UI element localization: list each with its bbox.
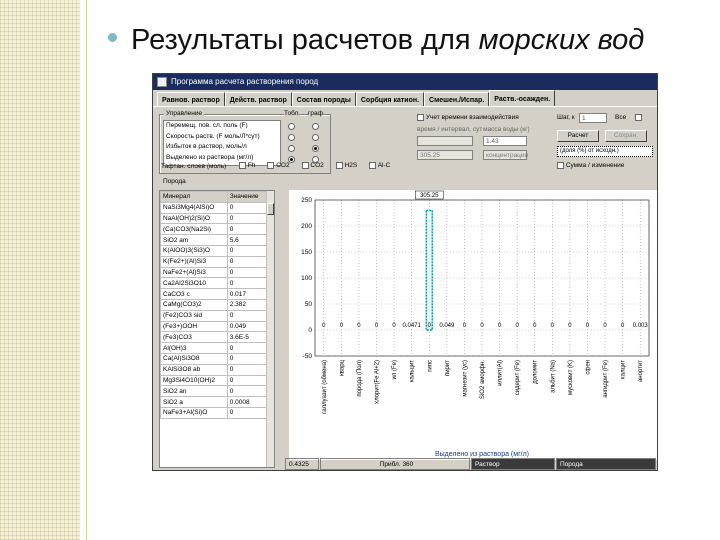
save-button[interactable]: Сохран. <box>605 130 647 142</box>
y-tick-label: 150 <box>301 249 312 256</box>
mineral-cell[interactable]: Mg3Si4O10(OH)2 <box>161 375 228 386</box>
mineral-cell[interactable]: CaMg(CO3)2 <box>161 299 228 310</box>
slide-decoration-line <box>86 0 87 540</box>
top-label: 305.25 <box>420 193 439 199</box>
rocks-table-header <box>161 192 268 203</box>
value-cell[interactable]: 0.017 <box>227 289 267 300</box>
header-value: Значение <box>227 192 267 203</box>
steps-input[interactable]: 1 <box>579 113 607 123</box>
value-cell[interactable]: 0 <box>227 224 267 235</box>
x-tick-label: сфен <box>585 360 592 375</box>
field1-label: время / интервал, сут <box>417 126 483 133</box>
field3-input[interactable]: 305.25 <box>417 150 473 160</box>
table-row[interactable] <box>161 343 268 354</box>
tab-dissolution-precipitation[interactable]: Раств.-осажден. <box>489 90 555 106</box>
status-mid: Прибл. 360 <box>320 458 470 470</box>
value-cell[interactable]: 0 <box>227 310 267 321</box>
table-row[interactable] <box>161 267 268 278</box>
x-tick-label: ил (Fe) <box>392 360 399 380</box>
value-cell[interactable]: 0 <box>227 353 267 364</box>
window-titlebar <box>153 74 657 90</box>
mineral-cell[interactable]: CaCO3 c <box>161 289 228 300</box>
x-tick-label: иллит(Al) <box>497 360 504 386</box>
bar-value-label: 0 <box>585 323 590 329</box>
x-tick-label: порода (Пол) <box>356 360 363 397</box>
bar-value-label: 0.049 <box>439 323 455 329</box>
component-co2-b-label: CO2 <box>310 162 324 170</box>
x-axis-label: Выделено из раствора (мг/л) <box>434 451 530 458</box>
bar <box>426 210 432 330</box>
table-row[interactable] <box>161 353 268 364</box>
mineral-cell[interactable]: NaAl(OH)2(Si)O <box>161 213 228 224</box>
field4-input[interactable]: концентрация <box>483 150 527 160</box>
tab-mixing-evaporation[interactable]: Смешен./Испар. <box>424 92 489 106</box>
checkbox-icon <box>557 162 564 169</box>
all-checkbox[interactable] <box>635 114 642 121</box>
rocks-table <box>160 191 268 419</box>
x-tick-label: хлорит(Fe Al+2) <box>374 360 381 404</box>
x-tick-label: SiO2 аморфн. <box>480 360 486 400</box>
bar-value-label: 0 <box>357 323 361 329</box>
calc-button[interactable]: Расчет <box>557 130 599 142</box>
component-co2-a[interactable] <box>267 162 289 169</box>
x-tick-label: магнезит (ус) <box>462 360 469 397</box>
value-cell[interactable]: 0 <box>227 375 267 386</box>
slide-decoration-strip <box>0 0 80 540</box>
bar-value-label: 0 <box>339 323 344 329</box>
bar-value-label: 0 <box>533 323 537 329</box>
mineral-cell[interactable]: Ca(Al)Si3O8 <box>161 353 228 364</box>
x-tick-label: гипс <box>427 360 434 372</box>
table-row[interactable] <box>161 375 268 386</box>
control-row-excess[interactable]: Избыток в раствор, моль/л <box>166 143 247 150</box>
value-cell[interactable]: 0 <box>227 256 267 267</box>
bar-value-label: 0 <box>462 323 467 329</box>
table-row[interactable] <box>161 213 268 224</box>
mineral-cell[interactable]: Ca2Al2Si3O10 <box>161 278 228 289</box>
bar-value-label: 0 <box>374 323 379 329</box>
value-cell[interactable]: 0 <box>227 213 267 224</box>
field2-input[interactable]: 1.43 <box>483 136 527 146</box>
x-tick-label: сидерит (Fe) <box>515 360 522 396</box>
x-tick-label: анортит <box>638 360 645 383</box>
checkbox-icon <box>369 162 376 169</box>
value-cell[interactable]: 0 <box>227 267 267 278</box>
bar-value-label: 0 <box>603 323 607 329</box>
bullet-icon <box>108 33 117 42</box>
bar-value-label: 0 <box>480 323 484 329</box>
checkbox-icon <box>336 162 343 169</box>
mineral-cell[interactable]: SiO2 a <box>161 397 228 408</box>
bar-value-label: 0.003 <box>632 323 648 329</box>
y-tick-label: 200 <box>301 223 312 230</box>
mineral-cell[interactable]: KAlSi3O8 ab <box>161 364 228 375</box>
bar-value-label: 0 <box>497 323 502 329</box>
y-tick-label: 250 <box>301 197 312 204</box>
checkbox-icon <box>302 162 309 169</box>
bar-value-label: 0 <box>427 323 431 329</box>
status-left: 0.4325 <box>285 458 319 470</box>
rocks-group-title: Порода <box>163 178 186 185</box>
value-cell[interactable]: 5.6 <box>227 235 267 246</box>
table-row[interactable] <box>161 256 268 267</box>
component-h2s-label: H2S <box>344 162 358 170</box>
table-row[interactable] <box>161 278 268 289</box>
x-tick-label: доломит <box>532 360 539 384</box>
control-row-displacement[interactable]: Перемещ. пов. сл. поль (F) <box>166 122 248 129</box>
checkbox-icon <box>239 162 246 169</box>
table-row[interactable] <box>161 310 268 321</box>
tab-active-solution[interactable]: Действ. раствор <box>225 92 292 106</box>
y-tick-label: 0 <box>308 327 312 334</box>
window-title: Программа расчета растворения пород <box>171 77 319 86</box>
x-tick-label: ангидрит (Fe) <box>603 360 610 398</box>
component-co2-a-label: CO2 <box>276 162 290 170</box>
bar-value-label: 0 <box>568 323 572 329</box>
tab-cation-sorption[interactable]: Сорбция катион. <box>356 92 424 106</box>
table-row[interactable] <box>161 235 268 246</box>
control-row-precipitated[interactable]: Выделено из раствора (мг/л) <box>166 153 254 161</box>
slide-title-emphasis: морских вод <box>478 24 645 56</box>
value-cell[interactable]: 0 <box>227 364 267 375</box>
all-label: Все <box>615 114 627 121</box>
steps-label: Шаг, к <box>557 114 575 121</box>
result-field[interactable]: (доля (%) от исходн.) <box>557 146 653 157</box>
components-checkbox-row <box>239 162 390 169</box>
mineral-cell[interactable]: NaFe3+Al(Si)O <box>161 407 228 418</box>
component-co2-b[interactable] <box>302 162 324 169</box>
value-cell[interactable]: 0.049 <box>227 321 267 332</box>
value-cell[interactable]: 0 <box>227 407 267 418</box>
table-row[interactable] <box>161 386 268 397</box>
field1-input[interactable] <box>417 136 473 146</box>
header-mineral: Минерал <box>161 192 228 203</box>
y-tick-label: 100 <box>301 275 312 282</box>
app-window <box>152 73 658 471</box>
checkbox-icon <box>417 114 424 121</box>
component-alc[interactable] <box>369 162 390 169</box>
auto-check-label: Сумма / изменение <box>565 162 625 170</box>
mineral-cell[interactable]: SiO2 an <box>161 386 228 397</box>
component-fh[interactable] <box>239 162 255 169</box>
time-check-label: Учет времени взаимодействия <box>425 114 519 122</box>
value-cell[interactable]: 2.382 <box>227 299 267 310</box>
tab-bar <box>153 90 657 107</box>
table-row[interactable] <box>161 299 268 310</box>
value-cell[interactable]: 3.6E-5 <box>227 332 267 343</box>
bar-value-label: 0 <box>550 323 554 329</box>
table-row[interactable] <box>161 332 268 343</box>
chart-svg <box>289 190 657 460</box>
radio-graph-row1[interactable] <box>312 123 319 130</box>
bar-value-label: 0 <box>392 323 396 329</box>
mineral-cell[interactable]: Al(OH)3 <box>161 343 228 354</box>
checkbox-icon <box>267 162 274 169</box>
radio-table-row2[interactable] <box>288 134 295 141</box>
table-row[interactable] <box>161 364 268 375</box>
mineral-cell[interactable]: NaSi3Mg4(AlSi)O <box>161 202 228 213</box>
radio-table-row1[interactable] <box>288 123 295 130</box>
table-column-header: Тобл. <box>284 110 301 117</box>
value-cell[interactable]: 0 <box>227 278 267 289</box>
status-rock: Порода <box>556 458 656 470</box>
x-tick-label: калцит <box>620 360 627 380</box>
rocks-table-panel <box>159 190 275 468</box>
x-tick-label: альбит (Na) <box>550 360 557 393</box>
mineral-cell[interactable]: (Fe3+)OOH <box>161 321 228 332</box>
table-row[interactable] <box>161 245 268 256</box>
slide-title-main: Результаты расчетов для <box>131 24 471 56</box>
table-row[interactable] <box>161 407 268 418</box>
bar-value-label: 0 <box>515 323 519 329</box>
table-row[interactable] <box>161 321 268 332</box>
status-bar <box>285 458 658 470</box>
time-check[interactable] <box>417 114 519 121</box>
x-tick-label: мусковит (K) <box>567 360 574 396</box>
chart-area <box>289 190 657 460</box>
radio-table-row3[interactable] <box>288 145 295 152</box>
mineral-cell[interactable]: (Fe2)CO3 sid <box>161 310 228 321</box>
table-row[interactable] <box>161 289 268 300</box>
x-tick-label: кальцит <box>409 360 416 383</box>
auto-check[interactable] <box>557 162 624 169</box>
status-solution: Раствор <box>471 458 555 470</box>
component-alc-label: Al-C <box>377 162 391 170</box>
component-h2s[interactable] <box>336 162 357 169</box>
y-tick-label: 50 <box>304 301 312 308</box>
table-row[interactable] <box>161 224 268 235</box>
value-cell[interactable]: 0 <box>227 343 267 354</box>
mineral-cell[interactable]: NaFe2+(Al)Si3 <box>161 267 228 278</box>
radio-graph-row2[interactable] <box>312 134 319 141</box>
control-group-title: Управление <box>166 110 203 117</box>
x-tick-label: галлуазит (обмена) <box>321 360 328 414</box>
bar-value-label: 0 <box>620 323 625 329</box>
control-row-dissolution-rate[interactable]: Скорость раств. (F моль/Л*сут) <box>166 132 260 140</box>
control-list <box>163 120 281 166</box>
value-cell[interactable]: 0 <box>227 386 267 397</box>
tab-equilibrium-solution[interactable]: Равнов. раствор <box>157 92 225 106</box>
value-cell[interactable]: 0 <box>227 245 267 256</box>
graph-column-header: граф <box>308 110 323 117</box>
rocks-scrollbar[interactable] <box>266 191 274 467</box>
x-tick-label: пирит <box>444 360 451 377</box>
value-cell[interactable]: 0.0008 <box>227 397 267 408</box>
scrollbar-thumb[interactable] <box>267 203 274 215</box>
mineral-cell[interactable]: K(Fe2+)(Al)Si3 <box>161 256 228 267</box>
app-icon <box>157 77 167 87</box>
slide-title <box>108 24 644 57</box>
mineral-cell[interactable]: (Fe3)CO3 <box>161 332 228 343</box>
bar-value-label: 0.0471 <box>402 323 421 329</box>
radio-graph-row3[interactable] <box>312 145 319 152</box>
mineral-cell[interactable]: K(AlOO)3(Si3)O <box>161 245 228 256</box>
bar-value-label: 0 <box>322 323 326 329</box>
mineral-cell[interactable]: SiO2 am <box>161 235 228 246</box>
table-row[interactable] <box>161 202 268 213</box>
value-cell[interactable]: 0 <box>227 202 267 213</box>
tab-rock-composition[interactable]: Состав породы <box>292 92 356 106</box>
x-tick-label: кварц <box>339 360 346 376</box>
table-row[interactable] <box>161 397 268 408</box>
y-tick-label: -50 <box>302 353 312 360</box>
component-fh-label: Fh <box>247 162 256 170</box>
field2-label: масса воды (кг) <box>483 126 530 133</box>
mineral-cell[interactable]: (Ca)CO3(Na2Si) <box>161 224 228 235</box>
components-label: Тафтан. слоев (моль) <box>161 163 227 170</box>
